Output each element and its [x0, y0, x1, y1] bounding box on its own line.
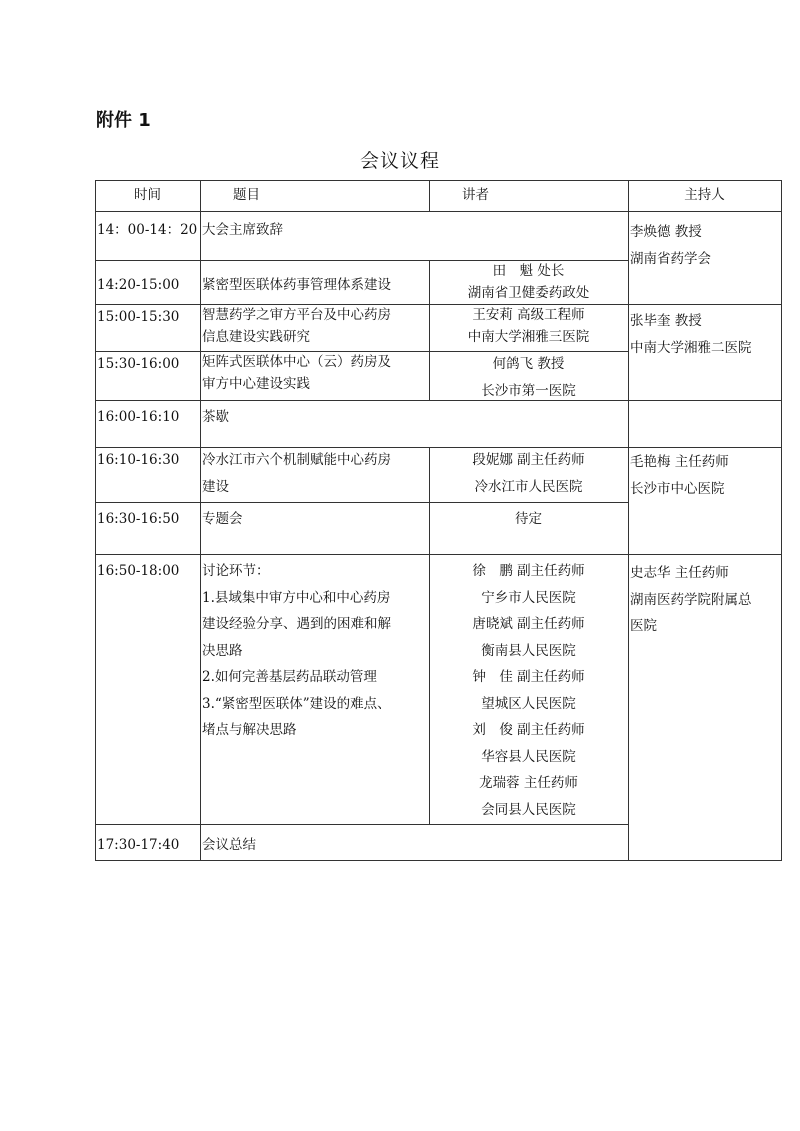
host-cell: 李焕德 教授: [630, 224, 702, 240]
speaker-cell: 衡南县人民医院: [481, 642, 576, 659]
host-divider: [628, 554, 781, 555]
speaker-cell: 湖南省卫健委药政处: [467, 285, 590, 301]
time-cell: 16:30-16:50: [97, 511, 180, 527]
topic-cell: 建设经验分享、遇到的困难和解: [202, 616, 391, 632]
host-divider: [628, 400, 781, 401]
time-cell: 16:00-16:10: [97, 409, 180, 425]
time-column-divider: [200, 180, 201, 860]
table-border-left: [95, 180, 96, 861]
host-cell: 张毕奎 教授: [630, 313, 702, 329]
time-cell: 17:30-17:40: [97, 837, 180, 853]
speaker-cell: 长沙市第一医院: [481, 382, 576, 399]
host-cell: 湖南省药学会: [630, 250, 711, 267]
host-cell: 史志华 主任药师: [630, 565, 729, 581]
host-cell: 湖南医药学院附属总: [630, 591, 752, 608]
row-divider: [95, 554, 628, 555]
speaker-cell: 唐晓斌 副主任药师: [472, 616, 585, 632]
speaker-cell: 田 魁 处长: [492, 263, 565, 279]
time-cell: 14:20-15:00: [97, 277, 180, 293]
topic-cell: 审方中心建设实践: [202, 376, 310, 392]
topic-cell: 决思路: [202, 642, 243, 659]
topic-cell: 1.县域集中审方中心和中心药房: [202, 589, 391, 606]
host-cell: 长沙市中心医院: [630, 480, 725, 497]
time-cell: 15:30-16:00: [97, 356, 180, 372]
host-cell: 医院: [630, 618, 657, 634]
table-border-bottom-host: [628, 860, 782, 861]
host-cell: 毛艳梅 主任药师: [630, 454, 729, 470]
topic-cell: 冷水江市六个机制赋能中心药房: [202, 452, 391, 468]
topic-cell: 3.“紧密型医联体”建设的难点、: [202, 695, 391, 712]
attachment-label: 附件 1: [96, 110, 151, 131]
row-divider: [95, 824, 628, 825]
speaker-cell: 会同县人民医院: [481, 801, 576, 818]
time-cell: 14：00-14：20: [97, 222, 198, 238]
speaker-cell: 宁乡市人民医院: [481, 589, 576, 606]
header-topic: 题目: [233, 187, 260, 203]
speaker-cell: 徐 鹏 副主任药师: [472, 563, 585, 579]
time-cell: 15:00-15:30: [97, 309, 180, 325]
speaker-cell: 王安莉 高级工程师: [472, 307, 585, 323]
speaker-cell: 钟 佳 副主任药师: [472, 669, 585, 685]
topic-cell: 紧密型医联体药事管理体系建设: [202, 277, 391, 293]
speaker-cell: 望城区人民医院: [481, 695, 576, 712]
speaker-cell: 冷水江市人民医院: [474, 478, 583, 495]
host-divider: [628, 447, 781, 448]
row-divider: [95, 502, 628, 503]
header-speaker: 讲者: [462, 187, 489, 203]
header-time: 时间: [134, 187, 161, 203]
speaker-cell: 段妮娜 副主任药师: [472, 452, 585, 468]
host-column-divider: [628, 180, 629, 860]
topic-cell: 建设: [202, 478, 229, 495]
speaker-cell: 中南大学湘雅三医院: [467, 329, 590, 345]
table-border-top: [95, 180, 782, 181]
topic-cell: 会议总结: [202, 837, 256, 853]
speaker-column-divider: [429, 180, 430, 211]
topic-cell: 矩阵式医联体中心（云）药房及: [202, 354, 391, 370]
speaker-cell: 龙瑞蓉 主任药师: [479, 775, 578, 791]
speaker-cell: 待定: [515, 511, 542, 527]
topic-cell: 大会主席致辞: [202, 222, 283, 238]
host-divider: [628, 304, 781, 305]
topic-cell: 2.如何完善基层药品联动管理: [202, 669, 377, 685]
header-host: 主持人: [684, 187, 725, 203]
topic-cell: 智慧药学之审方平台及中心药房: [202, 307, 391, 323]
topic-cell: 茶歇: [202, 409, 229, 425]
table-border-bottom: [95, 860, 628, 861]
topic-cell: 堵点与解决思路: [202, 722, 297, 738]
header-divider: [95, 211, 781, 212]
speaker-cell: 何鸽飞 教授: [492, 356, 565, 372]
topic-cell: 信息建设实践研究: [202, 329, 310, 345]
table-border-right: [781, 180, 782, 861]
speaker-cell: 华容县人民医院: [481, 748, 576, 765]
page-title: 会议议程: [359, 150, 440, 172]
time-cell: 16:10-16:30: [97, 452, 180, 468]
time-cell: 16:50-18:00: [97, 563, 180, 579]
speaker-cell: 刘 俊 副主任药师: [472, 722, 585, 738]
topic-cell: 专题会: [202, 511, 243, 527]
host-cell: 中南大学湘雅二医院: [630, 339, 752, 356]
topic-cell: 讨论环节：: [202, 563, 270, 579]
